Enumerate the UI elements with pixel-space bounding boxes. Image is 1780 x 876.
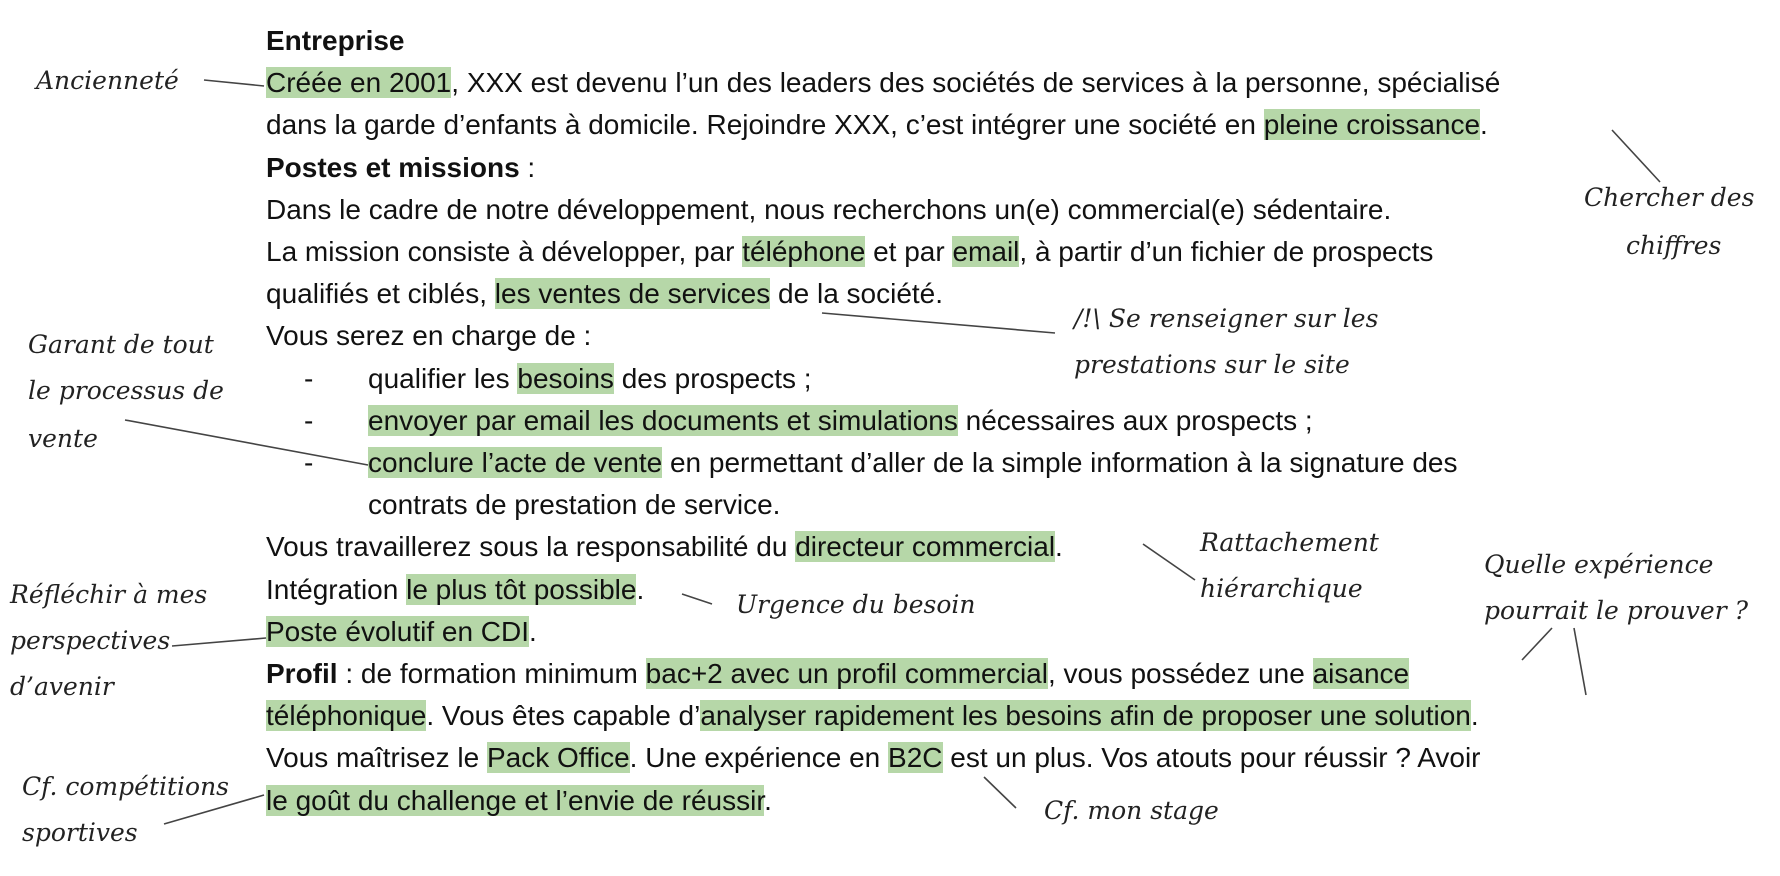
text-segment: des prospects ; [613,362,812,394]
text-segment: . [636,573,645,605]
highlight-pack-office: Pack Office [486,742,630,774]
text-segment: : de formation minimum [337,658,646,690]
connector-rattachement [1143,544,1195,580]
annotation-chiffres-line2: chiffres [1626,231,1722,260]
text-segment: et par [865,236,953,268]
highlight-ventes: les ventes de services [494,278,771,310]
connector-stage [984,777,1016,808]
text-line: Vous serez en charge de : [266,320,592,352]
text-segment: en permettant d’aller de la simple information à la signature des [662,447,1458,479]
highlight-email: email [952,236,1020,268]
connector-prestations [822,313,1055,333]
connector-perspectives [172,638,266,646]
highlight-aisance: aisance [1312,658,1410,690]
highlight-vente: conclure l’acte de vente [368,447,663,479]
annotation-urgence: Urgence du besoin [736,590,976,619]
annotation-competitions-line1: Cf. compétitions [22,772,230,801]
bullet-dash: - [304,447,314,479]
highlight-integration: le plus tôt possible [406,573,637,605]
highlight-telephonique: téléphonique [266,700,427,732]
text-segment: . [764,784,772,816]
connector-experience-2 [1574,628,1586,695]
annotation-garant-line1: Garant de tout [28,330,214,359]
annotation-chiffres-line1: Chercher des [1584,183,1755,212]
highlight-bac2: bac+2 avec un profil commercial [645,658,1048,690]
annotation-perspectives-line2: perspectives [10,626,171,655]
annotation-garant-line2: le processus de [28,376,224,405]
text-segment: : [519,151,536,183]
highlight-creation: Créée en 2001 [266,67,452,99]
text-segment: qualifier les [368,362,518,394]
annotation-rattachement-line2: hiérarchique [1200,574,1363,603]
annotation-competitions-line2: sportives [22,818,138,847]
connector-anciennete [204,80,264,86]
annotation-anciennete: Ancienneté [36,66,179,95]
highlight-besoins: besoins [517,362,614,394]
highlight-challenge: le goût du challenge et l’envie de réussir [266,784,765,816]
text-segment: Vous travaillerez sous la responsabilité du [266,531,796,563]
text-segment: Intégration [266,573,407,605]
text-line: Dans le cadre de notre développement, nous recherchons un(e) commercial(e) sédentaire. [266,193,1392,225]
annotation-stage: Cf. mon stage [1044,796,1219,825]
text-segment: . [529,615,537,647]
annotation-perspectives-line1: Réfléchir à mes [10,580,208,609]
annotation-garant-line3: vente [28,424,98,453]
text-segment: est un plus. Vos atouts pour réussir ? Avoir [942,742,1481,774]
highlight-b2c: B2C [888,742,943,774]
highlight-directeur: directeur commercial [795,531,1056,563]
connector-urgence [682,594,712,604]
text-segment: nécessaires aux prospects ; [957,404,1313,436]
highlight-documents: envoyer par email les documents et simulations [368,404,958,436]
annotation-prestations-line1: /!\ Se renseigner sur les [1074,304,1379,333]
text-segment: dans la garde d’enfants à domicile. Rejoindre XXX, c’est intégrer une société en [266,109,1264,141]
annotation-perspectives-line3: d’avenir [10,672,114,701]
text-segment: Vous maîtrisez le [266,742,487,774]
text-segment: , à partir d’un fichier de prospects [1019,236,1434,268]
connector-garant [125,420,368,465]
text-segment: . Vous êtes capable d’ [426,700,701,732]
bullet-dash: - [304,404,314,436]
annotation-experience-line2: pourrait le prouver ? [1484,596,1749,625]
text-segment: . [1480,109,1488,141]
profil-label: Profil [266,658,338,690]
heading-postes-text: Postes et missions [266,151,520,183]
text-segment: de la société. [770,278,944,310]
annotation-rattachement-line1: Rattachement [1200,528,1379,557]
bullet-dash: - [304,362,314,394]
annotation-prestations-line2: prestations sur le site [1074,350,1350,379]
text-segment: , vous possédez une [1047,658,1313,690]
highlight-cdi: Poste évolutif en CDI [266,615,530,647]
highlight-analyser: analyser rapidement les besoins afin de proposer une solution [700,700,1471,732]
text-segment: , XXX est devenu l’un des leaders des sociétés de services à la personne, spécialisé [451,67,1501,99]
text-segment: . [1055,531,1063,563]
text-segment: qualifiés et ciblés, [266,278,495,310]
highlight-telephone: téléphone [742,236,866,268]
highlight-croissance: pleine croissance [1263,109,1481,141]
heading-entreprise-text: Entreprise [266,25,405,56]
annotation-experience-line1: Quelle expérience [1484,550,1714,579]
text-segment: La mission consiste à développer, par [266,236,743,268]
text-segment: contrats de prestation de service. [368,489,781,521]
text-segment: . [1470,700,1479,732]
text-segment: . Une expérience en [629,742,889,774]
